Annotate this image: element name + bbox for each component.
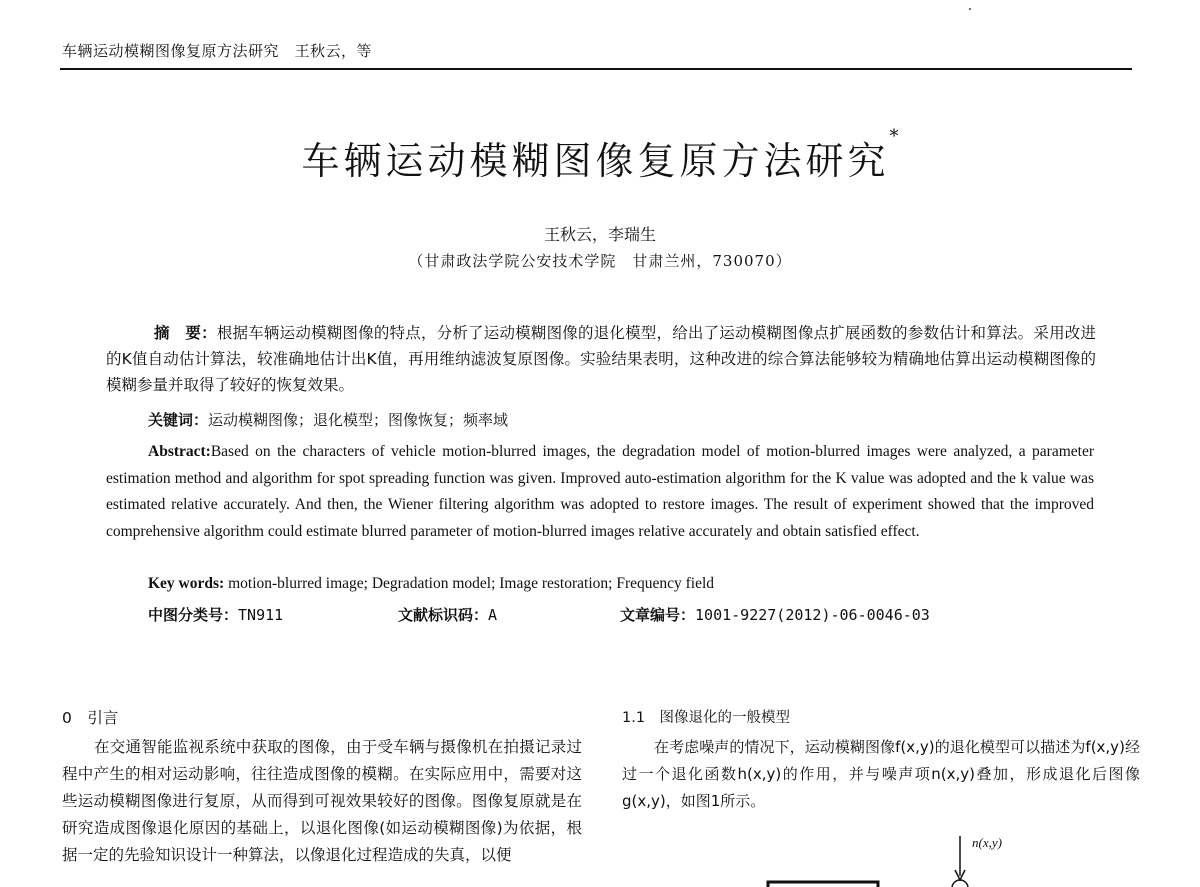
clc-label: 中图分类号： — [148, 606, 239, 624]
keywords-cn-label: 关键词： — [148, 411, 209, 429]
abstract-cn-text: 根据车辆运动模糊图像的特点，分析了运动模糊图像的退化模型，给出了运动模糊图像点扩展函数的参数估计和算法。采用改进的K值自动估计算法，较准确地估计出K值，再用维纳滤波复原图像。实验结果表明，这种改进的综合算法能够较为精确地估算出运动模糊图像的模糊参量并取得了较好的恢复效果。 — [106, 324, 1096, 394]
section-0-heading: 0 引言 — [62, 709, 119, 727]
keywords-cn-text: 运动模糊图像；退化模型；图像恢复；频率域 — [208, 411, 509, 429]
title-footnote-mark: * — [889, 126, 899, 147]
page-speck — [969, 8, 971, 10]
abstract-en-text: Based on the characters of vehicle motion-blurred images, the degradation model of motion-blurred images were analyzed, a parameter estimation method and algorithm for spot spreading function was given. Improved auto-estimation algorithm for the K value was adopted and the k value was estimated relative accurately. And then, the Wiener filtering algorithm was adopted to restore images. The result of experiment showed that the improved comprehensive algorithm could estimate blurred parameter of motion-blurred images relative accurately and obtain satisfied effect. — [106, 443, 1094, 540]
figure-1-noise-label: n(x,y) — [972, 835, 1002, 850]
abstract-en — [106, 439, 1094, 545]
section-1-1-body: 在考虑噪声的情况下，运动模糊图像f(x,y)的退化模型可以描述为f(x,y)经过一个退化函数h(x,y)的作用，并与噪声项n(x,y)叠加，形成退化后图像g(x,y)，如图1所示。 — [622, 738, 1140, 810]
abstract-en-label: Abstract: — [148, 443, 211, 460]
header-rule — [60, 68, 1132, 70]
affiliation: （甘肃政法学院公安技术学院 甘肃兰州，730070） — [408, 252, 792, 270]
doc-value: A — [488, 606, 498, 624]
keywords-en-text: motion-blurred image; Degradation model; Image restoration; Frequency field — [224, 575, 715, 592]
keywords-en-label: Key words: — [148, 575, 225, 592]
article-label: 文章编号： — [620, 606, 696, 624]
doc-label: 文献标识码： — [398, 606, 489, 624]
abstract-cn-label: 摘 要： — [154, 324, 217, 342]
keywords-en — [148, 575, 714, 593]
running-header: 车辆运动模糊图像复原方法研究 王秋云，等 — [62, 42, 373, 60]
paper-title-text: 车辆运动模糊图像复原方法研究 — [301, 139, 890, 183]
paper-title — [0, 126, 1200, 185]
article-value: 1001-9227(2012)-06-0046-03 — [695, 606, 930, 624]
clc-number — [148, 604, 283, 625]
degradation-function-block — [768, 882, 878, 887]
authors: 王秋云，李瑞生 — [543, 225, 656, 244]
article-number — [620, 604, 930, 625]
document-code — [398, 604, 497, 625]
section-1-1-heading: 1.1 图像退化的一般模型 — [622, 710, 791, 726]
clc-value: TN911 — [238, 606, 284, 624]
section-0-body: 在交通智能监视系统中获取的图像，由于受车辆与摄像机在拍摄记录过程中产生的相对运动影响，往往造成图像的模糊。在实际应用中，需要对这些运动模糊图像进行复原，从而得到可视效果较好的图像。图像复原就是在研究造成图像退化原因的基础上，以退化图像(如运动模糊图像)为依据，根据一定的先验知识设计一种算法，以像退化过程造成的失真，以便 — [62, 738, 582, 864]
abstract-cn — [106, 320, 1096, 398]
keywords-cn — [148, 409, 508, 430]
